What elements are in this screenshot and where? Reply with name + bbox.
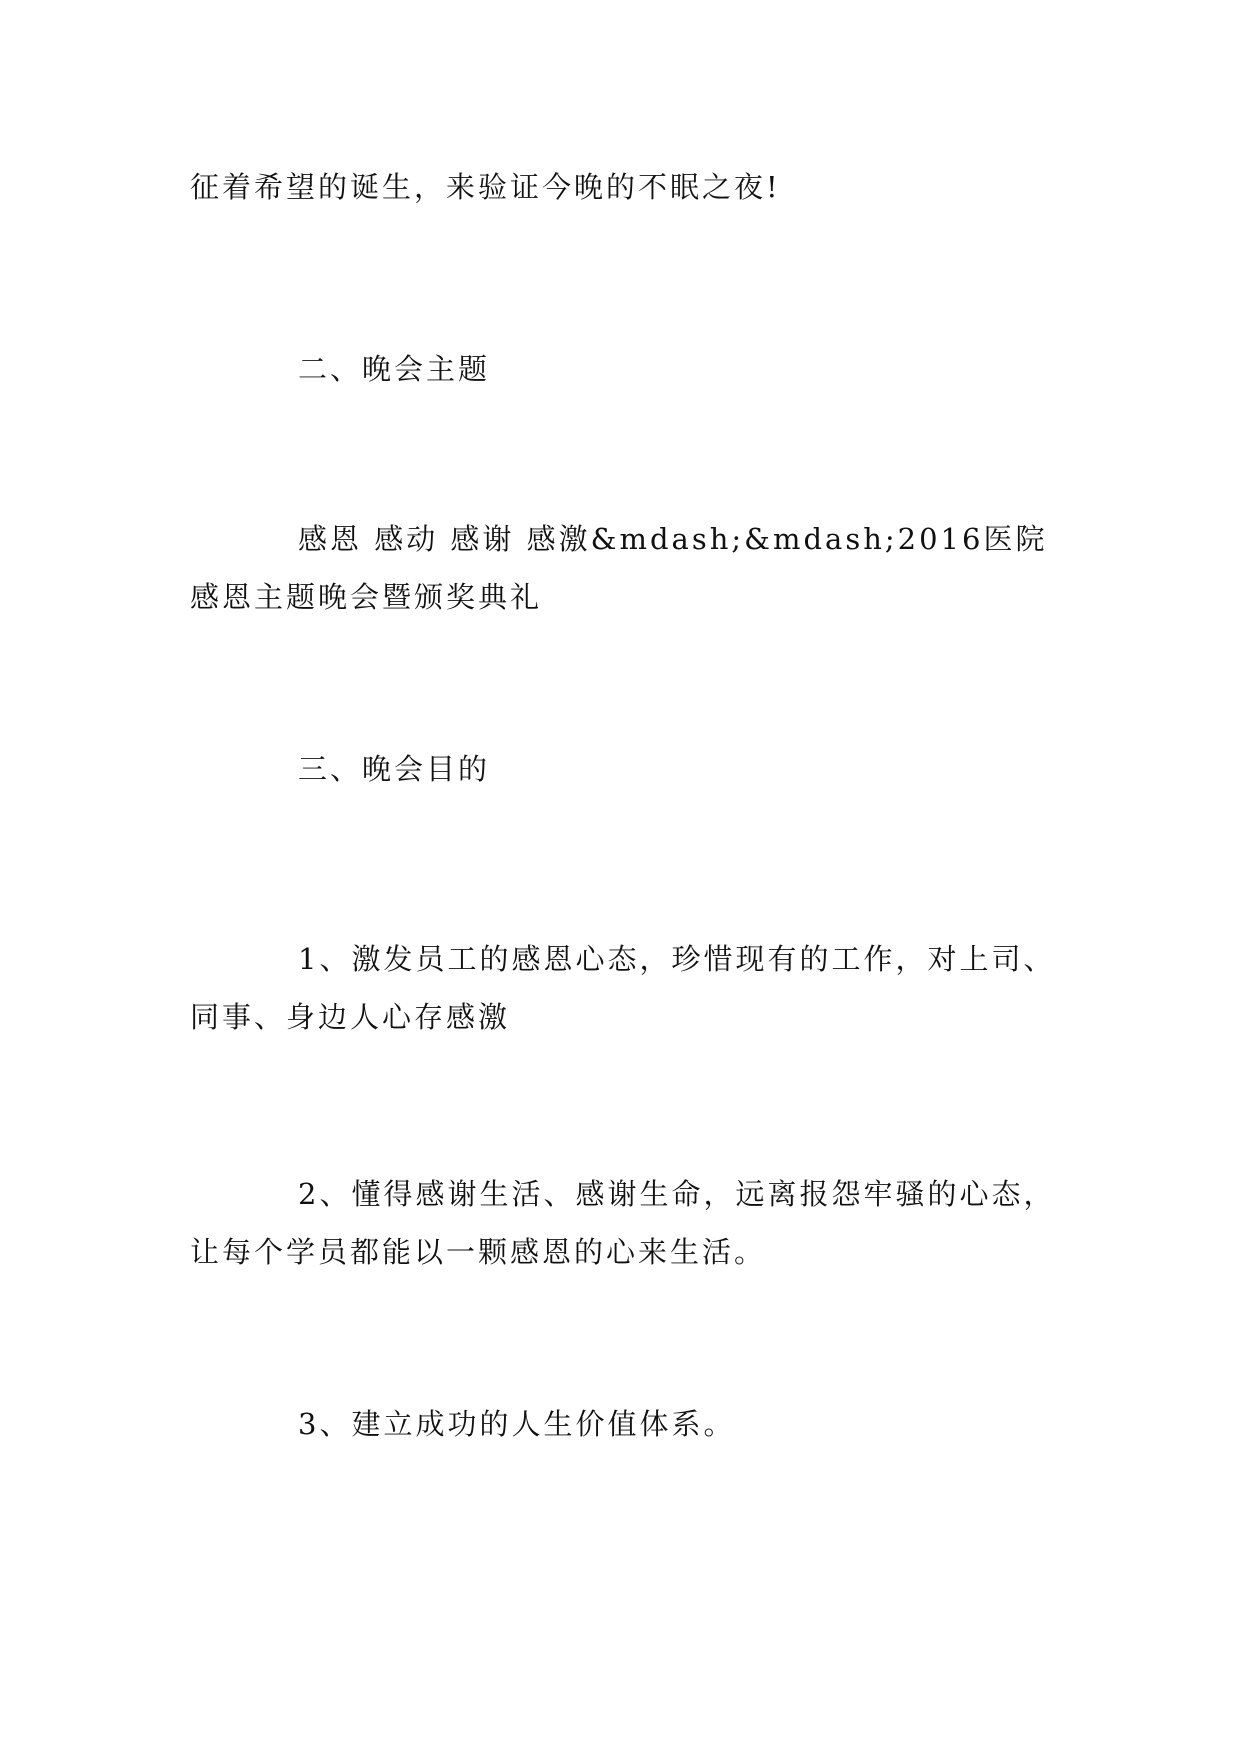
paragraph-theme: 感恩 感动 感谢 感激&mdash;&mdash;2016医院感恩主题晚会暨颁奖典礼 xyxy=(190,522,1048,614)
paragraph-intro-continuation: 征着希望的诞生，来验证今晚的不眠之夜! xyxy=(190,170,781,204)
section-heading-theme: 二、晚会主题 xyxy=(298,352,491,386)
paragraph-purpose-2: 2、懂得感谢生活、感谢生命，远离报怨牢骚的心态，让每个学员都能以一颗感恩的心来生活。 xyxy=(190,1177,1056,1269)
section-heading-purpose: 三、晚会目的 xyxy=(298,752,491,786)
paragraph-purpose-1: 1、激发员工的感恩心态，珍惜现有的工作，对上司、同事、身边人心存感激 xyxy=(190,942,1056,1034)
paragraph-purpose-3: 3、建立成功的人生价值体系。 xyxy=(298,1407,736,1441)
